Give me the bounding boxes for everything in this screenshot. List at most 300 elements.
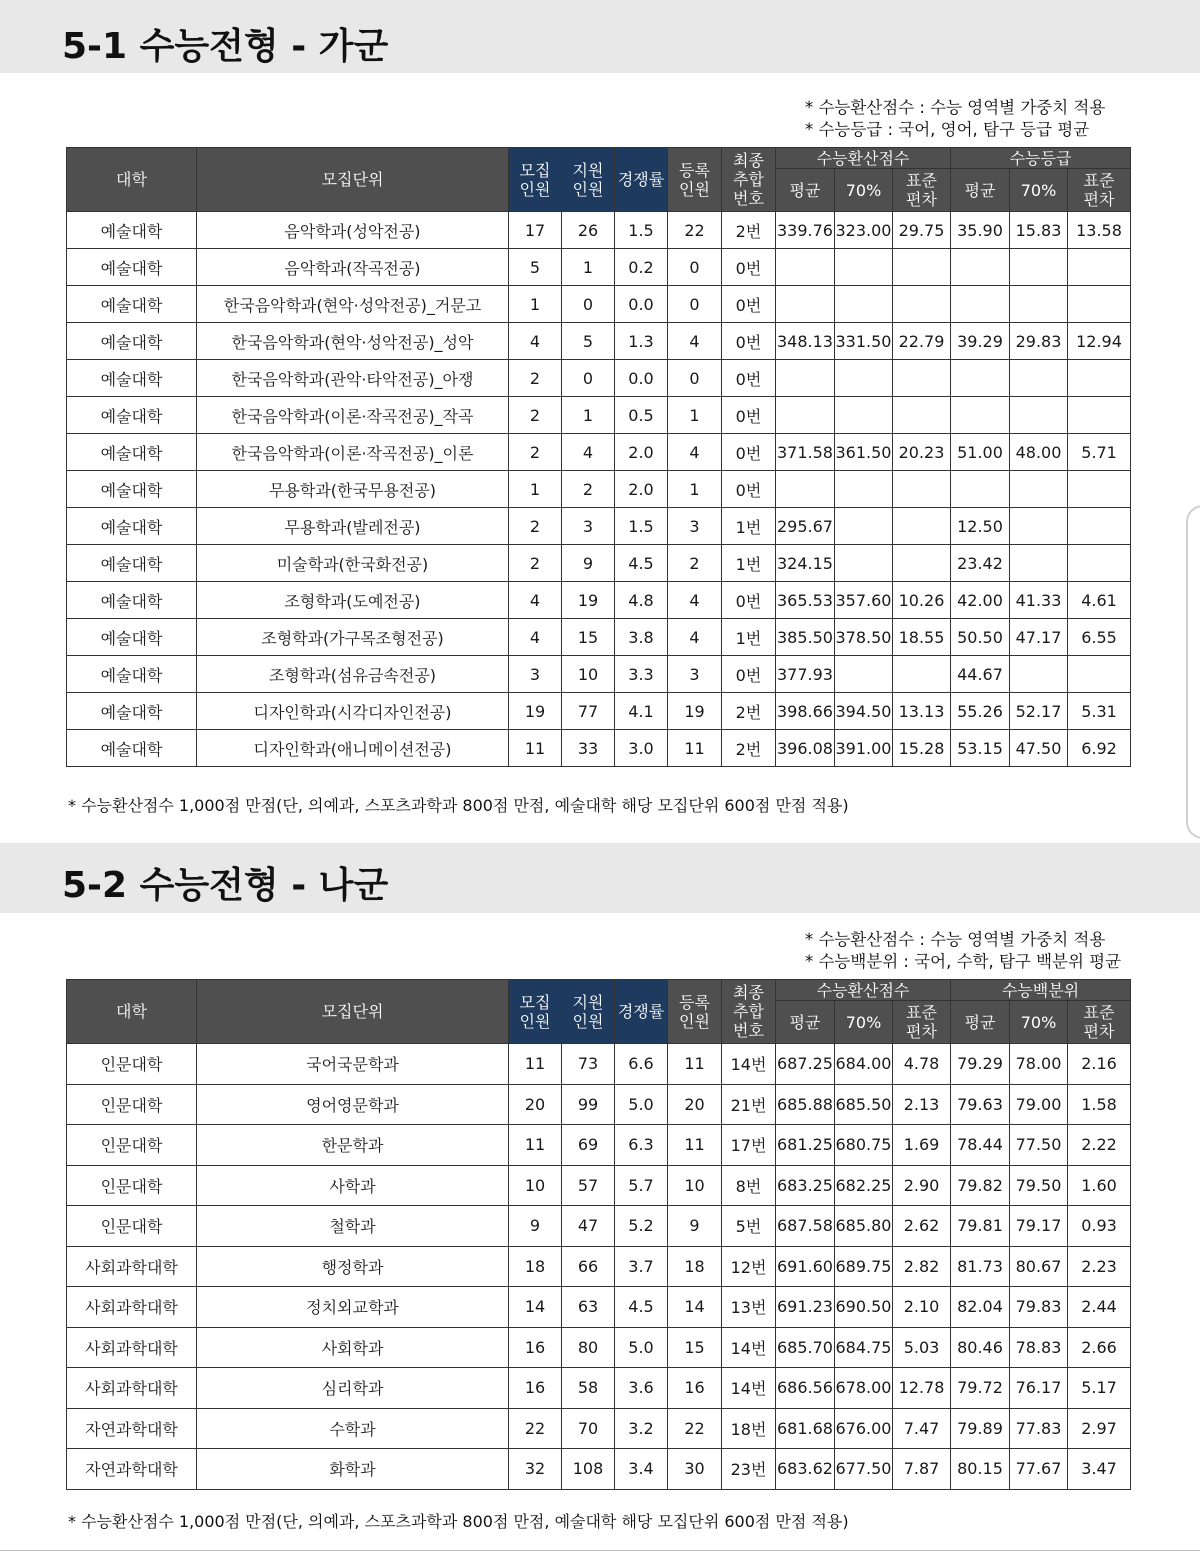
- table-cell: 4: [562, 434, 615, 471]
- table-cell: 11: [509, 1125, 562, 1166]
- table-row: [67, 397, 1131, 434]
- table-cell: 2: [509, 397, 562, 434]
- table-cell: 73: [562, 1044, 615, 1085]
- table-row: [67, 1368, 1131, 1409]
- table-cell: 41.33: [1010, 582, 1068, 619]
- table-cell: 조형학과(가구목조형전공): [197, 619, 509, 656]
- table-cell: 1: [509, 286, 562, 323]
- table-cell: 15: [562, 619, 615, 656]
- table-cell: 인문대학: [67, 1125, 197, 1166]
- table-row: [67, 323, 1131, 360]
- table-row: [67, 471, 1131, 508]
- table-cell: 1: [668, 471, 722, 508]
- table-cell: 77.67: [1010, 1449, 1068, 1490]
- col-final-add: 최종 추합 번호: [722, 980, 776, 1044]
- section-title: 5-2 수능전형 - 나군: [62, 865, 389, 906]
- table-cell: 371.58: [776, 434, 835, 471]
- table-cell: [835, 286, 893, 323]
- table-cell: 인문대학: [67, 1206, 197, 1247]
- table-cell: 3: [509, 656, 562, 693]
- table-cell: 국어국문학과: [197, 1044, 509, 1085]
- col-avg: 평균: [951, 169, 1010, 212]
- table-cell: 79.83: [1010, 1287, 1068, 1328]
- table-cell: 사회학과: [197, 1327, 509, 1368]
- table-cell: 2.22: [1068, 1125, 1131, 1166]
- table-cell: 0번: [722, 249, 776, 286]
- table-cell: 15: [668, 1327, 722, 1368]
- table-cell: 0.2: [615, 249, 668, 286]
- table-cell: 685.50: [835, 1084, 893, 1125]
- section-notes: [805, 929, 1121, 973]
- table-cell: 11: [509, 1044, 562, 1085]
- table-cell: 47.17: [1010, 619, 1068, 656]
- table-cell: 6.3: [615, 1125, 668, 1166]
- table-cell: [893, 508, 951, 545]
- table-cell: 2.16: [1068, 1044, 1131, 1085]
- admission-table: [66, 147, 1131, 767]
- table-cell: 11: [668, 730, 722, 767]
- table-cell: 3.0: [615, 730, 668, 767]
- table-cell: [835, 471, 893, 508]
- table-cell: 80.46: [951, 1327, 1010, 1368]
- table-cell: 16: [668, 1368, 722, 1409]
- col-70: 70%: [835, 1001, 893, 1044]
- table-cell: 디자인학과(애니메이션전공): [197, 730, 509, 767]
- table-cell: 39.29: [951, 323, 1010, 360]
- table-cell: 0번: [722, 471, 776, 508]
- table-row: [67, 656, 1131, 693]
- table-cell: [951, 471, 1010, 508]
- table-cell: 3.3: [615, 656, 668, 693]
- table-cell: 예술대학: [67, 730, 197, 767]
- table-cell: 77.83: [1010, 1408, 1068, 1449]
- table-cell: 79.72: [951, 1368, 1010, 1409]
- table-cell: 2.62: [893, 1206, 951, 1247]
- table-cell: 3.8: [615, 619, 668, 656]
- table-cell: 0: [562, 286, 615, 323]
- table-cell: [1010, 286, 1068, 323]
- table-cell: 2번: [722, 730, 776, 767]
- table-cell: 33: [562, 730, 615, 767]
- table-cell: 수학과: [197, 1408, 509, 1449]
- table-cell: 30: [668, 1449, 722, 1490]
- table-cell: 0.5: [615, 397, 668, 434]
- table-cell: 6.55: [1068, 619, 1131, 656]
- table-cell: 357.60: [835, 582, 893, 619]
- table-cell: 15.28: [893, 730, 951, 767]
- table-cell: 3: [562, 508, 615, 545]
- col-applicants: 지원 인원: [562, 148, 615, 212]
- table-cell: 6.92: [1068, 730, 1131, 767]
- table-cell: 예술대학: [67, 249, 197, 286]
- table-cell: 680.75: [835, 1125, 893, 1166]
- scroll-indicator[interactable]: [1186, 505, 1200, 839]
- table-cell: 78.83: [1010, 1327, 1068, 1368]
- col-ratio: 경쟁률: [615, 980, 668, 1044]
- table-cell: 76.17: [1010, 1368, 1068, 1409]
- table-cell: 80: [562, 1327, 615, 1368]
- table-cell: 0번: [722, 360, 776, 397]
- table-cell: 음악학과(성악전공): [197, 212, 509, 249]
- table-cell: 10.26: [893, 582, 951, 619]
- table-cell: 5.71: [1068, 434, 1131, 471]
- table-cell: 1.3: [615, 323, 668, 360]
- table-cell: 339.76: [776, 212, 835, 249]
- col-applicants: 지원 인원: [562, 980, 615, 1044]
- table-cell: 2: [509, 360, 562, 397]
- table-cell: 378.50: [835, 619, 893, 656]
- table-cell: 5: [562, 323, 615, 360]
- table-cell: 9: [562, 545, 615, 582]
- table-cell: [1068, 508, 1131, 545]
- table-cell: 684.75: [835, 1327, 893, 1368]
- table-cell: 인문대학: [67, 1044, 197, 1085]
- table-cell: [776, 397, 835, 434]
- table-row: [67, 1246, 1131, 1287]
- table-cell: 0: [562, 360, 615, 397]
- table-cell: 14번: [722, 1044, 776, 1085]
- table-cell: 예술대학: [67, 545, 197, 582]
- table-cell: 18번: [722, 1408, 776, 1449]
- table-cell: 47: [562, 1206, 615, 1247]
- table-cell: [1010, 471, 1068, 508]
- table-cell: 2.10: [893, 1287, 951, 1328]
- table-cell: 13.13: [893, 693, 951, 730]
- table-cell: 677.50: [835, 1449, 893, 1490]
- table-cell: 69: [562, 1125, 615, 1166]
- table-cell: 4: [509, 619, 562, 656]
- table-cell: 4: [668, 619, 722, 656]
- table-cell: 음악학과(작곡전공): [197, 249, 509, 286]
- table-row: [67, 508, 1131, 545]
- table-cell: 5: [509, 249, 562, 286]
- note-line: * 수능백분위 : 국어, 수학, 탐구 백분위 평균: [805, 952, 1122, 971]
- table-cell: 예술대학: [67, 471, 197, 508]
- table-cell: 0: [668, 360, 722, 397]
- table-cell: 1.69: [893, 1125, 951, 1166]
- table-cell: [1010, 397, 1068, 434]
- table-cell: 예술대학: [67, 693, 197, 730]
- table-cell: 47.50: [1010, 730, 1068, 767]
- col-std: 표준 편차: [1068, 169, 1131, 212]
- table-cell: 4: [668, 582, 722, 619]
- table-row: [67, 693, 1131, 730]
- table-cell: 17: [509, 212, 562, 249]
- table-cell: 682.25: [835, 1165, 893, 1206]
- table-row: [67, 360, 1131, 397]
- table-cell: [951, 249, 1010, 286]
- table-cell: 1번: [722, 508, 776, 545]
- section-notes: [805, 97, 1105, 141]
- col-registered: 등록 인원: [668, 980, 722, 1044]
- table-cell: 행정학과: [197, 1246, 509, 1287]
- table-cell: 685.80: [835, 1206, 893, 1247]
- table-cell: 99: [562, 1084, 615, 1125]
- table-cell: 2.13: [893, 1084, 951, 1125]
- table-cell: 0번: [722, 582, 776, 619]
- table-cell: 한문학과: [197, 1125, 509, 1166]
- table-cell: [1068, 397, 1131, 434]
- table-cell: 2.97: [1068, 1408, 1131, 1449]
- table-cell: 29.83: [1010, 323, 1068, 360]
- table-cell: [893, 286, 951, 323]
- col-unit: 모집단위: [197, 980, 509, 1044]
- table-row: [67, 249, 1131, 286]
- col-univ: 대학: [67, 980, 197, 1044]
- table-cell: 11: [668, 1044, 722, 1085]
- table-cell: [835, 360, 893, 397]
- table-cell: 11: [668, 1125, 722, 1166]
- table-cell: 3.47: [1068, 1449, 1131, 1490]
- col-70: 70%: [1010, 169, 1068, 212]
- table-cell: 82.04: [951, 1287, 1010, 1328]
- table-cell: 1: [509, 471, 562, 508]
- table-cell: 1.5: [615, 508, 668, 545]
- table-cell: 예술대학: [67, 212, 197, 249]
- table-cell: 1.60: [1068, 1165, 1131, 1206]
- table-cell: 8번: [722, 1165, 776, 1206]
- table-cell: 80.67: [1010, 1246, 1068, 1287]
- col-std: 표준 편차: [893, 169, 951, 212]
- section-title-band: [0, 843, 1200, 913]
- col-univ: 대학: [67, 148, 197, 212]
- table-cell: 4: [668, 323, 722, 360]
- table-cell: 10: [668, 1165, 722, 1206]
- table-cell: 사회과학대학: [67, 1246, 197, 1287]
- table-cell: 78.00: [1010, 1044, 1068, 1085]
- table-cell: 인문대학: [67, 1165, 197, 1206]
- table-cell: 50.50: [951, 619, 1010, 656]
- table-cell: 5.0: [615, 1327, 668, 1368]
- note-line: * 수능등급 : 국어, 영어, 탐구 등급 평균: [805, 120, 1090, 139]
- table-cell: 52.17: [1010, 693, 1068, 730]
- table-cell: 4: [668, 434, 722, 471]
- col-final-add: 최종 추합 번호: [722, 148, 776, 212]
- table-cell: [1068, 249, 1131, 286]
- col-unit: 모집단위: [197, 148, 509, 212]
- table-cell: [1010, 360, 1068, 397]
- table-cell: 1: [562, 397, 615, 434]
- table-cell: 0.0: [615, 360, 668, 397]
- table-row: [67, 1125, 1131, 1166]
- table-cell: 정치외교학과: [197, 1287, 509, 1328]
- table-cell: 영어영문학과: [197, 1084, 509, 1125]
- table-cell: [951, 397, 1010, 434]
- table-cell: 2: [509, 545, 562, 582]
- col-avg: 평균: [951, 1001, 1010, 1044]
- table-cell: [835, 545, 893, 582]
- table-cell: 396.08: [776, 730, 835, 767]
- table-cell: 66: [562, 1246, 615, 1287]
- table-cell: 9: [668, 1206, 722, 1247]
- col-70: 70%: [1010, 1001, 1068, 1044]
- table-cell: 12.50: [951, 508, 1010, 545]
- table-cell: 687.25: [776, 1044, 835, 1085]
- table-cell: [1068, 656, 1131, 693]
- table-cell: 15.83: [1010, 212, 1068, 249]
- table-cell: 5.03: [893, 1327, 951, 1368]
- table-cell: 0: [668, 249, 722, 286]
- table-cell: [951, 360, 1010, 397]
- table-cell: 1: [562, 249, 615, 286]
- table-cell: [1010, 249, 1068, 286]
- table-cell: 5번: [722, 1206, 776, 1247]
- table-row: [67, 1408, 1131, 1449]
- col-registered: 등록 인원: [668, 148, 722, 212]
- table-cell: 19: [509, 693, 562, 730]
- table-cell: 17번: [722, 1125, 776, 1166]
- table-cell: 4.78: [893, 1044, 951, 1085]
- table-cell: 12번: [722, 1246, 776, 1287]
- table-row: [67, 730, 1131, 767]
- table-cell: 디자인학과(시각디자인전공): [197, 693, 509, 730]
- table-row: [67, 1449, 1131, 1490]
- table-cell: [776, 286, 835, 323]
- table-row: [67, 545, 1131, 582]
- col-recruit: 모집 인원: [509, 980, 562, 1044]
- table-cell: [893, 249, 951, 286]
- table-cell: 1번: [722, 545, 776, 582]
- table-cell: 394.50: [835, 693, 893, 730]
- table-cell: 331.50: [835, 323, 893, 360]
- table-cell: 14: [509, 1287, 562, 1328]
- table-row: [67, 582, 1131, 619]
- table-cell: 0번: [722, 656, 776, 693]
- table-cell: 685.70: [776, 1327, 835, 1368]
- table-cell: 20: [509, 1084, 562, 1125]
- table-cell: 3: [668, 656, 722, 693]
- table-cell: 0.93: [1068, 1206, 1131, 1247]
- table-cell: 14: [668, 1287, 722, 1328]
- table-cell: 26: [562, 212, 615, 249]
- table-cell: 70: [562, 1408, 615, 1449]
- table-cell: 683.62: [776, 1449, 835, 1490]
- table-cell: 5.17: [1068, 1368, 1131, 1409]
- table-cell: 무용학과(한국무용전공): [197, 471, 509, 508]
- table-cell: 79.50: [1010, 1165, 1068, 1206]
- table-cell: [1010, 545, 1068, 582]
- table-cell: 4.1: [615, 693, 668, 730]
- table-cell: 6.6: [615, 1044, 668, 1085]
- note-line: * 수능환산점수 : 수능 영역별 가중치 적용: [805, 930, 1106, 949]
- table-cell: 53.15: [951, 730, 1010, 767]
- table-cell: 10: [562, 656, 615, 693]
- table-cell: 323.00: [835, 212, 893, 249]
- col-avg: 평균: [776, 169, 835, 212]
- table-cell: 35.90: [951, 212, 1010, 249]
- table-cell: 18: [668, 1246, 722, 1287]
- table-cell: 676.00: [835, 1408, 893, 1449]
- table-cell: 58: [562, 1368, 615, 1409]
- section-title: 5-1 수능전형 - 가군: [62, 26, 389, 67]
- table-cell: [835, 656, 893, 693]
- table-cell: 77.50: [1010, 1125, 1068, 1166]
- table-cell: 55.26: [951, 693, 1010, 730]
- table-cell: 108: [562, 1449, 615, 1490]
- table-cell: 3: [668, 508, 722, 545]
- table-cell: 2.0: [615, 434, 668, 471]
- col-70: 70%: [835, 169, 893, 212]
- table-cell: 348.13: [776, 323, 835, 360]
- table-cell: 691.60: [776, 1246, 835, 1287]
- table-cell: 14번: [722, 1368, 776, 1409]
- table-cell: 0번: [722, 286, 776, 323]
- table-cell: 5.2: [615, 1206, 668, 1247]
- table-cell: [835, 397, 893, 434]
- table-cell: 자연과학대학: [67, 1449, 197, 1490]
- table-cell: 예술대학: [67, 508, 197, 545]
- table-cell: 2번: [722, 693, 776, 730]
- table-cell: [776, 360, 835, 397]
- table-cell: 철학과: [197, 1206, 509, 1247]
- table-cell: 4: [509, 323, 562, 360]
- table-cell: 398.66: [776, 693, 835, 730]
- table-row: [67, 434, 1131, 471]
- table-cell: 1: [668, 397, 722, 434]
- table-cell: 22: [668, 212, 722, 249]
- col-std: 표준 편차: [1068, 1001, 1131, 1044]
- table-cell: [1010, 508, 1068, 545]
- table-cell: [835, 508, 893, 545]
- table-cell: 예술대학: [67, 656, 197, 693]
- table-cell: 9: [509, 1206, 562, 1247]
- table-cell: 4: [509, 582, 562, 619]
- table-cell: 2: [668, 545, 722, 582]
- table-cell: 예술대학: [67, 619, 197, 656]
- col-group-score: 수능환산점수: [776, 148, 951, 169]
- table-cell: 예술대학: [67, 323, 197, 360]
- table-cell: 79.00: [1010, 1084, 1068, 1125]
- col-std: 표준 편차: [893, 1001, 951, 1044]
- table-cell: [893, 545, 951, 582]
- table-row: [67, 1327, 1131, 1368]
- table-cell: 5.7: [615, 1165, 668, 1206]
- table-cell: 14번: [722, 1327, 776, 1368]
- table-cell: 1.58: [1068, 1084, 1131, 1125]
- table-cell: 79.63: [951, 1084, 1010, 1125]
- table-cell: 42.00: [951, 582, 1010, 619]
- table-row: [67, 286, 1131, 323]
- table-row: [67, 619, 1131, 656]
- table-cell: [893, 656, 951, 693]
- table-body: [67, 1044, 1131, 1490]
- table-cell: 4.8: [615, 582, 668, 619]
- divider: [0, 1550, 1200, 1551]
- table-cell: 683.25: [776, 1165, 835, 1206]
- col-group-grade: 수능등급: [951, 148, 1131, 169]
- table-cell: 681.25: [776, 1125, 835, 1166]
- table-row: [67, 1044, 1131, 1085]
- table-cell: 2.82: [893, 1246, 951, 1287]
- table-cell: [776, 249, 835, 286]
- table-row: [67, 1206, 1131, 1247]
- table-cell: 4.61: [1068, 582, 1131, 619]
- table-cell: [893, 397, 951, 434]
- table-cell: [1010, 656, 1068, 693]
- table-cell: 686.56: [776, 1368, 835, 1409]
- table-cell: 3.7: [615, 1246, 668, 1287]
- table-cell: 681.68: [776, 1408, 835, 1449]
- table-cell: 79.29: [951, 1044, 1010, 1085]
- table-cell: 13.58: [1068, 212, 1131, 249]
- table-row: [67, 212, 1131, 249]
- table-cell: 0번: [722, 323, 776, 360]
- table-cell: 79.89: [951, 1408, 1010, 1449]
- table-cell: 2.90: [893, 1165, 951, 1206]
- table-cell: 7.47: [893, 1408, 951, 1449]
- table-cell: 48.00: [1010, 434, 1068, 471]
- table-cell: 391.00: [835, 730, 893, 767]
